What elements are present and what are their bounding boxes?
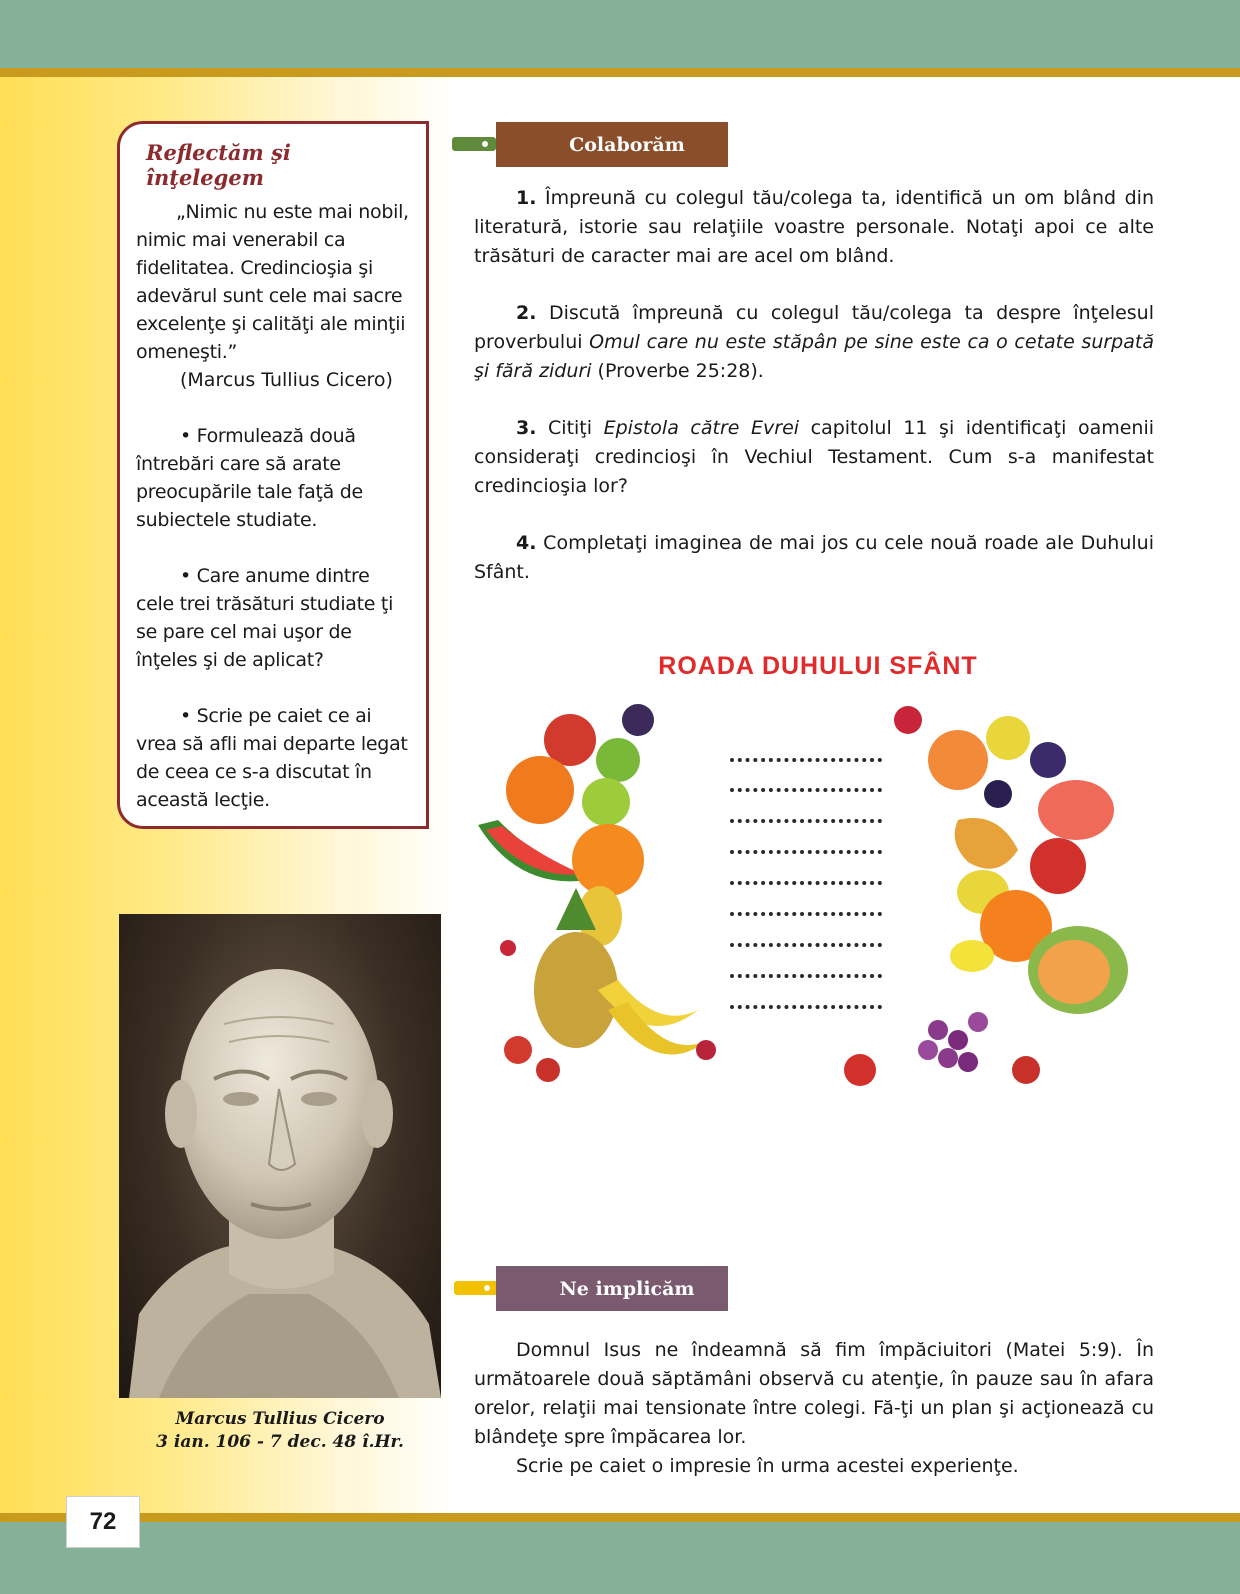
colaboram-header xyxy=(496,122,728,167)
item-3-epistle: Epistola către Evrei xyxy=(603,417,800,439)
reflect-question-1: • Formulează două întrebări care să arate preocupările tale faţă de subiectele studiate. xyxy=(136,425,363,531)
implicam-marker xyxy=(454,1281,498,1295)
colaboram-item-3 xyxy=(474,414,1154,501)
item-1-number: 1. xyxy=(516,187,537,209)
portrait-caption xyxy=(119,1408,441,1454)
top-line xyxy=(0,68,1240,77)
cicero-bust-photo xyxy=(119,914,441,1398)
item-4-text: Completaţi imaginea de mai jos cu cele nouă roade ale Duhului Sfânt. xyxy=(474,532,1154,583)
colaboram-item-4 xyxy=(474,529,1154,587)
item-3-text-pre: Citiţi xyxy=(548,417,604,439)
reflect-author: (Marcus Tullius Cicero) xyxy=(180,369,393,391)
fruit-arrangement xyxy=(478,630,1158,1116)
colaboram-title: Colaborăm xyxy=(569,133,685,156)
fruit-title: ROADA DUHULUI SFÂNT xyxy=(658,652,978,680)
implicam-header xyxy=(496,1266,728,1311)
blank-line-9 xyxy=(730,1005,882,1009)
blank-line-3 xyxy=(730,819,882,823)
caption-dates: 3 ian. 106 - 7 dec. 48 î.Hr. xyxy=(156,1432,404,1452)
item-4-number: 4. xyxy=(516,532,537,554)
colaboram-marker xyxy=(452,137,496,151)
item-2-text-post: (Proverbe 25:28). xyxy=(591,360,764,382)
reflect-quote: „Nimic nu este mai nobil, nimic mai venerabil ca fidelitatea. Credincioşia şi adevărul sunt cele mai sacre excelenţe şi calităţi ale minţii omeneşti.” xyxy=(136,201,409,363)
colaboram-item-1 xyxy=(474,184,1154,271)
blank-line-8 xyxy=(730,974,882,978)
reflect-question-2: • Care anume dintre cele trei trăsături studiate ţi se pare cel mai uşor de înţeles şi de aplicat? xyxy=(136,565,394,671)
item-1-text: Împreună cu colegul tău/colega ta, identifică un om blând din literatură, istorie sau relaţiile voastre personale. Notaţi apoi ce alte trăsături de caracter mai are acel om blând. xyxy=(474,187,1154,267)
bottom-band xyxy=(0,1522,1240,1594)
colaboram-item-2 xyxy=(474,299,1154,386)
fruit-illustration xyxy=(478,630,1158,1116)
blank-line-5 xyxy=(730,881,882,885)
item-2-proverb: Omul care nu este stăpân pe sine este ca o cetate surpată şi fără ziduri xyxy=(474,331,1154,382)
reflect-question-3: • Scrie pe caiet ce ai vrea să afli mai departe legat de ceea ce s-a discutat în această lecţie. xyxy=(136,705,408,811)
blank-line-4 xyxy=(730,850,882,854)
implicam-paragraph-2: Scrie pe caiet o impresie în urma acestei experienţe. xyxy=(516,1455,1019,1477)
page-number: 72 xyxy=(66,1496,140,1548)
reflect-title: Reflectăm şi înţelegem xyxy=(146,140,291,190)
implicam-paragraph: Domnul Isus ne îndeamnă să fim împăciuitori (Matei 5:9). În următoarele două săptămâni observă cu atenţie, în pauze sau în afara orelor, relaţii mai tensionate între colegi. Fă-ţi un plan şi acţionează cu blândeţe spre împăcarea lor. xyxy=(474,1339,1154,1448)
reflect-box xyxy=(117,121,429,829)
item-3-text-post: capitolul 11 şi identificaţi oamenii consideraţi credincioşi în Vechiul Testament. Cum s-a manifestat credincioşia lor? xyxy=(474,417,1155,497)
blank-line-6 xyxy=(730,912,882,916)
item-3-number: 3. xyxy=(516,417,537,439)
blank-line-7 xyxy=(730,943,882,947)
blank-line-2 xyxy=(730,788,882,792)
implicam-title: Ne implicăm xyxy=(559,1277,695,1300)
caption-name: Marcus Tullius Cicero xyxy=(175,1409,385,1429)
bust-illustration xyxy=(119,914,441,1398)
top-band xyxy=(0,0,1240,68)
bottom-line xyxy=(0,1513,1240,1522)
item-2-number: 2. xyxy=(516,302,537,324)
blank-line-1 xyxy=(730,758,882,762)
item-2-text-pre: Discută împreună cu colegul tău/colega ta despre înţelesul proverbului xyxy=(474,302,1155,353)
